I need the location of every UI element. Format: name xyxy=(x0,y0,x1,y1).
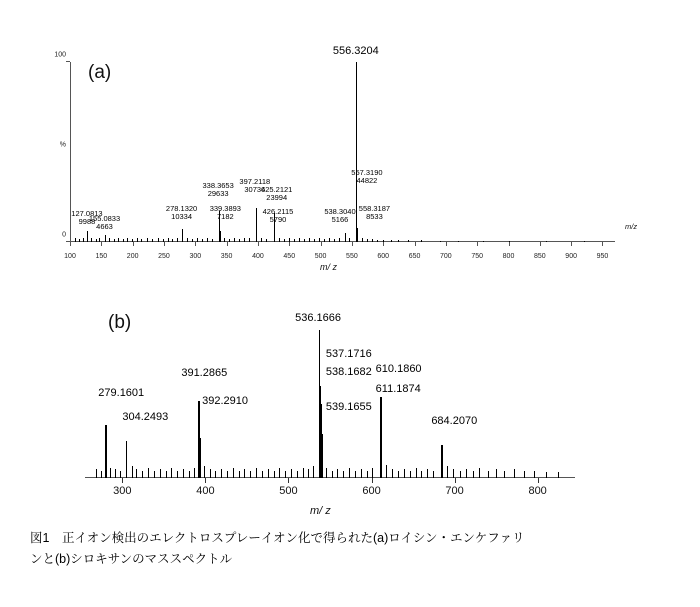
x-tick-label-a: 550 xyxy=(346,253,358,260)
spectrum-peak xyxy=(79,239,80,242)
peak-label: 279.1601 xyxy=(98,387,145,399)
spectrum-peak xyxy=(398,471,399,478)
x-tick-label-a: 300 xyxy=(189,253,202,260)
x-tick-a xyxy=(477,242,478,246)
spectrum-peak xyxy=(256,208,257,242)
spectrum-peak xyxy=(99,238,100,242)
spectrum-peak xyxy=(177,238,178,242)
spectrum-peak xyxy=(197,238,198,242)
spectrum-peak xyxy=(141,239,142,242)
x-tick-a xyxy=(321,242,322,246)
spectrum-peak xyxy=(126,441,128,478)
spectrum-peak xyxy=(192,239,193,242)
spectrum-peak xyxy=(308,469,309,478)
spectrum-peak xyxy=(453,469,454,478)
panel-a-label: (a) xyxy=(88,62,112,83)
x-tick-label-a: 900 xyxy=(565,253,577,260)
spectrum-peak xyxy=(199,438,201,478)
spectrum-peak xyxy=(304,239,305,242)
spectrum-peak xyxy=(239,471,240,478)
x-tick-a xyxy=(352,242,353,246)
spectrum-peak xyxy=(250,471,251,478)
spectrum-peak xyxy=(355,471,356,478)
x-tick-a xyxy=(383,242,384,246)
spectrum-peak xyxy=(177,471,178,478)
x-tick-label-a: 150 xyxy=(95,253,108,260)
spectrum-peak xyxy=(91,238,92,243)
spectrum-peak xyxy=(349,468,350,478)
peak-label: 155.0833 4663 xyxy=(88,214,121,232)
figure-caption xyxy=(30,528,680,569)
spectrum-peak xyxy=(509,241,510,242)
x-tick-b xyxy=(205,478,206,483)
x-tick-a xyxy=(133,242,134,246)
base-peak-label-a: 556.3204 xyxy=(332,45,379,57)
x-tick-label-a: 600 xyxy=(377,253,390,260)
x-tick-a xyxy=(602,242,603,246)
peak-label: 684.2070 xyxy=(431,415,478,427)
peak-label: 426.2115 5790 xyxy=(262,207,294,225)
spectrum-peak xyxy=(227,471,228,478)
spectrum-peak xyxy=(105,235,106,242)
x-tick-label-a: 200 xyxy=(126,253,139,260)
spectrum-peak xyxy=(220,231,221,242)
spectrum-peak xyxy=(83,238,84,242)
spectrum-peak xyxy=(447,466,448,478)
spectrum-peak xyxy=(460,471,461,478)
x-tick-label-b: 800 xyxy=(528,485,547,497)
spectrum-peak xyxy=(404,469,405,478)
x-tick-label-a: 100 xyxy=(64,253,76,260)
spectrum-peak xyxy=(343,471,344,478)
spectrum-peak xyxy=(87,231,88,242)
x-tick-a xyxy=(571,242,572,246)
spectrum-peak xyxy=(244,469,245,478)
spectrum-peak xyxy=(154,471,155,478)
x-tick-b xyxy=(372,478,373,483)
spectrum-peak xyxy=(249,238,250,243)
spectrum-peak xyxy=(136,469,137,478)
spectrum-peak xyxy=(326,468,327,478)
spectrum-peak xyxy=(329,238,330,242)
spectrum-peak xyxy=(383,240,384,242)
peak-label: 338.3653 29633 xyxy=(202,181,234,199)
peak-label: 611.1874 xyxy=(375,383,421,395)
spectrum-peak xyxy=(279,238,280,243)
spectrum-peak xyxy=(488,471,489,478)
spectrum-peak xyxy=(187,238,188,243)
x-tick-a xyxy=(415,242,416,246)
spectrum-peak xyxy=(496,469,497,478)
x-tick-label-b: 400 xyxy=(196,485,215,497)
spectrum-peak xyxy=(256,468,257,478)
spectrum-peak xyxy=(324,239,325,242)
x-tick-a xyxy=(446,242,447,246)
peak-label: 278.1320 10334 xyxy=(165,204,198,222)
spectrum-peak xyxy=(132,239,133,242)
panel-b-label: (b) xyxy=(108,312,132,333)
spectrum-peak xyxy=(289,238,290,242)
spectrum-peak xyxy=(367,239,368,242)
spectrum-peak xyxy=(398,240,399,242)
x-axis-title-a: m/ z xyxy=(320,262,337,272)
spectrum-peak xyxy=(362,238,363,242)
x-tick-b xyxy=(455,478,456,483)
x-tick-b xyxy=(538,478,539,483)
spectrum-peak xyxy=(534,471,535,478)
spectrum-peak xyxy=(123,239,124,242)
spectrum-peak xyxy=(285,471,286,478)
spectrum-peak xyxy=(75,238,76,242)
x-tick-b xyxy=(122,478,123,483)
spectrum-peak xyxy=(160,469,161,478)
spectrum-peak xyxy=(110,468,111,478)
x-tick-a xyxy=(258,242,259,246)
peak-label: 557.3190 44822 xyxy=(351,168,383,186)
x-tick-a xyxy=(540,242,541,246)
spectrum-peak xyxy=(313,466,314,478)
peak-label: 610.1860 xyxy=(375,363,422,375)
x-tick-label-a: 250 xyxy=(158,253,170,260)
spectrum-peak xyxy=(127,238,128,242)
spectrum-peak xyxy=(266,239,267,242)
spectrum-peak xyxy=(215,471,216,478)
spectrum-peak xyxy=(294,239,295,242)
x-tick-label-a: 700 xyxy=(440,253,452,260)
peak-label: 558.3187 8533 xyxy=(358,204,391,222)
spectrum-peak xyxy=(427,469,428,478)
spectrum-peak xyxy=(319,238,320,242)
spectrum-peak xyxy=(148,468,149,478)
spectrum-peak xyxy=(391,240,392,242)
spectrum-peak xyxy=(120,471,121,478)
x-tick-label-b: 600 xyxy=(362,485,381,497)
x-tick-label-b: 500 xyxy=(279,485,298,497)
spectrum-peak xyxy=(233,468,234,478)
spectrum-peak xyxy=(584,241,585,242)
peak-label: 397.2118 30736 xyxy=(239,177,271,195)
spectrum-peak xyxy=(303,468,304,478)
spectrum-peak xyxy=(207,238,208,242)
x-tick-a xyxy=(70,242,71,246)
peak-label: 339.3893 7182 xyxy=(209,204,241,222)
spectrum-peak xyxy=(339,238,340,242)
spectrum-peak xyxy=(377,240,378,242)
spectrum-peak xyxy=(109,238,110,243)
y-tick-label-100: 100 xyxy=(54,51,66,59)
spectrum-peak xyxy=(440,241,441,242)
spectrum-peak xyxy=(558,472,559,478)
caption-line-1: 図1 正イオン検出のエレクトロスプレーイオン化で得られた(a)ロイシン・エンケファリ xyxy=(30,531,525,545)
spectrum-peak xyxy=(504,471,505,478)
x-tick-label-b: 300 xyxy=(113,485,132,497)
spectrum-peak xyxy=(172,239,173,242)
spectrum-peak xyxy=(171,468,172,478)
spectrum-peak xyxy=(189,471,190,478)
spectrum-peak xyxy=(546,241,547,242)
spectrum-peak xyxy=(299,238,300,242)
x-axis-title-b: m/ z xyxy=(310,505,331,517)
spectrum-peak xyxy=(479,468,480,478)
spectrum-peak xyxy=(166,471,167,478)
spectrum-peak xyxy=(441,445,443,478)
y-tick-label-0: 0 xyxy=(62,231,66,239)
x-tick-label-a: 350 xyxy=(220,253,233,260)
spectrum-peak xyxy=(546,472,547,478)
spectrum-peak xyxy=(433,471,434,478)
x-tick-label-a: 400 xyxy=(252,253,264,260)
x-tick-label-b: 700 xyxy=(445,485,464,497)
spectrum-peak xyxy=(152,239,153,242)
spectrum-peak xyxy=(473,471,474,478)
spectrum-peak xyxy=(274,471,275,478)
x-tick-a xyxy=(101,242,102,246)
spectrum-peak xyxy=(309,238,310,242)
spectrum-peak xyxy=(229,239,230,242)
spectrum-peak xyxy=(234,238,235,242)
x-tick-label-a: 800 xyxy=(502,253,515,260)
peak-label: 536.1666 xyxy=(295,312,341,324)
spectrum-peak xyxy=(361,469,362,478)
peak-label: 304.2493 xyxy=(122,411,169,423)
x-tick-a xyxy=(289,242,290,246)
x-tick-a xyxy=(227,242,228,246)
spectrum-peak xyxy=(268,469,269,478)
spectrum-peak xyxy=(221,469,222,478)
spectrum-peak xyxy=(262,471,263,478)
spectrum-peak xyxy=(101,471,102,478)
spectrum-peak xyxy=(212,239,213,242)
spectrum-peak xyxy=(332,471,333,478)
spectrum-peak xyxy=(421,240,422,242)
caption-line-2: ンと(b)シロキサンのマススペクトル xyxy=(30,551,233,566)
spectrum-peak xyxy=(372,239,373,242)
spectrum-peak xyxy=(372,468,373,478)
spectrum-peak xyxy=(458,241,459,242)
spectrum-peak xyxy=(105,425,107,478)
peak-label: 538.3040 5166 xyxy=(324,207,356,225)
spectrum-panel-a xyxy=(40,40,660,280)
spectrum-peak xyxy=(421,471,422,478)
spectrum-peak xyxy=(349,238,350,242)
spectrum-panel-b xyxy=(40,300,660,517)
spectrum-peak xyxy=(239,239,240,242)
plot-area-a xyxy=(54,45,615,260)
spectrum-peak xyxy=(514,469,515,478)
spectrum-peak xyxy=(357,228,358,242)
spectrum-peak xyxy=(410,471,411,478)
plot-area-b xyxy=(85,312,575,497)
peak-label: 537.1716 xyxy=(325,348,372,360)
x-tick-label-a: 750 xyxy=(471,253,484,260)
x-tick-label-a: 500 xyxy=(314,253,327,260)
spectrum-peak xyxy=(137,238,138,242)
spectrum-peak xyxy=(416,468,417,478)
spectrum-peak xyxy=(224,238,225,243)
spectrum-peak xyxy=(321,434,323,478)
spectrum-peak xyxy=(291,469,292,478)
x-tick-label-a: 950 xyxy=(596,253,609,260)
spectrum-peak xyxy=(183,469,184,478)
spectrum-peak xyxy=(279,468,280,478)
spectrum-peak xyxy=(367,471,368,478)
spectrum-peak xyxy=(168,238,169,242)
spectrum-peak xyxy=(132,466,133,478)
peak-label: 538.1682 xyxy=(325,366,372,378)
x-tick-label-a: 650 xyxy=(408,253,421,260)
peak-label: 127.0813 9988 xyxy=(71,209,103,227)
spectrum-peak xyxy=(386,465,387,478)
spectrum-peak xyxy=(115,469,116,478)
x-axis-b xyxy=(85,477,575,478)
spectrum-peak xyxy=(142,471,143,478)
y-tick-100 xyxy=(66,61,70,62)
spectrum-peak xyxy=(194,468,195,478)
spectrum-peak xyxy=(204,466,205,478)
spectrum-peak xyxy=(381,416,383,478)
spectrum-peak xyxy=(337,469,338,478)
spectrum-peak xyxy=(524,471,525,478)
spectrum-peak xyxy=(392,469,393,478)
peak-label: 425.2121 23994 xyxy=(261,185,293,203)
spectrum-peak xyxy=(284,239,285,242)
spectrum-peak xyxy=(274,231,275,242)
peak-label: 391.2865 xyxy=(181,367,228,379)
spectrum-peak xyxy=(210,469,211,478)
spectrum-peak xyxy=(244,238,245,242)
mz-corner-label-a: m/z xyxy=(625,222,638,231)
spectrum-peak xyxy=(96,239,97,242)
y-axis-percent-label: % xyxy=(59,141,66,149)
x-tick-a xyxy=(164,242,165,246)
spectrum-peak xyxy=(147,238,148,242)
x-tick-label-a: 450 xyxy=(283,253,296,260)
spectrum-peak xyxy=(114,239,115,242)
spectrum-peak xyxy=(334,239,335,242)
spectrum-peak xyxy=(483,241,484,242)
spectrum-peak xyxy=(158,238,159,243)
x-tick-a xyxy=(195,242,196,246)
spectrum-peak xyxy=(261,238,262,242)
peak-label: 539.1655 xyxy=(325,401,372,413)
spectrum-peak xyxy=(163,239,164,242)
x-tick-label-a: 850 xyxy=(533,253,546,260)
spectrum-peak xyxy=(118,238,119,242)
spectrum-peak xyxy=(202,239,203,242)
spectrum-peak xyxy=(96,469,97,478)
spectrum-peak xyxy=(182,229,183,242)
spectrum-peak xyxy=(314,239,315,242)
x-tick-a xyxy=(509,242,510,246)
spectrum-peak xyxy=(345,233,346,242)
spectrum-peak xyxy=(297,471,298,478)
spectrum-peak xyxy=(408,240,409,242)
spectrum-peak xyxy=(466,469,467,478)
peak-label: 392.2910 xyxy=(202,395,248,407)
x-tick-b xyxy=(288,478,289,483)
